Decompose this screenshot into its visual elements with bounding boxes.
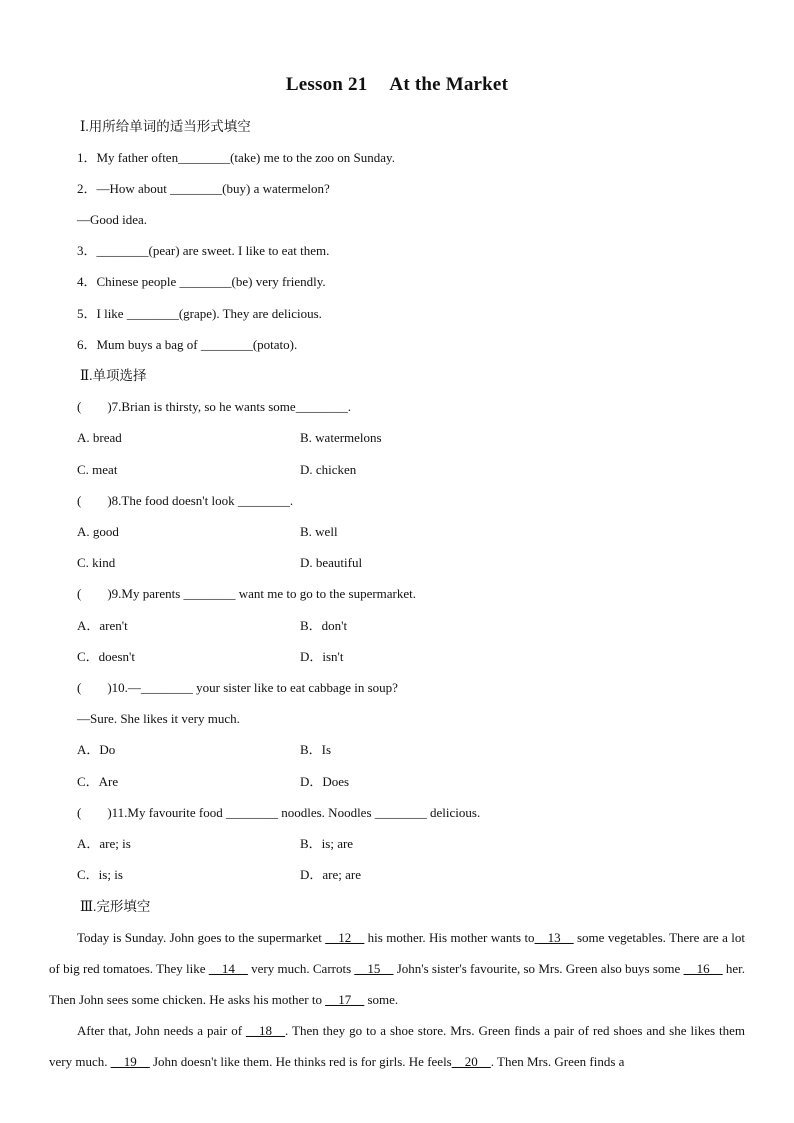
question-8-stem: ( )8.The food doesn't look ________. [77,493,294,508]
title-lesson: Lesson 21 [285,74,368,95]
cloze-text: . Then they go to a shoe store. Mrs. Green finds a pair of red shoes and she likes them very much. [49,1023,745,1069]
question-8-option-b: B. well [300,524,338,539]
cloze-text: very much. Carrots [247,961,355,976]
question-11-option-c: C．is; is [77,867,123,882]
question-10-option-b: B．Is [300,742,332,757]
fill-item-3: 3．________(pear) are sweet. I like to eat them. [77,243,330,258]
fill-item-2-answer: —Good idea. [77,212,148,227]
question-10-option-a: A．Do [77,742,116,757]
fill-item-6: 6．Mum buys a bag of ________(potato). [77,337,298,352]
cloze-text: John's sister's favourite, so Mrs. Green also buys some [393,961,684,976]
question-9-option-d: D．isn't [300,649,344,664]
question-10-stem: ( )10.—________ your sister like to eat cabbage in soup? [77,680,398,695]
question-9-option-b: B．don't [300,618,348,633]
question-8-option-d: D. beautiful [300,555,363,570]
cloze-blank-20: __20__ [451,1054,491,1069]
question-10-option-c: C．Are [77,774,119,789]
cloze-text: After that, John needs a pair of [77,1023,247,1038]
cloze-paragraph-2 [49,1015,745,1077]
cloze-blank-16: __16__ [683,961,723,976]
question-8-option-a: A. good [77,524,119,539]
section-3-heading: Ⅲ.完形填空 [80,899,151,914]
question-7-option-c: C. meat [77,462,118,477]
question-7-stem: ( )7.Brian is thirsty, so he wants some________. [77,399,351,414]
cloze-paragraph-1 [49,922,745,1015]
question-11-option-d: D．are; are [300,867,361,882]
cloze-blank-19: __19__ [110,1054,150,1069]
fill-item-4: 4．Chinese people ________(be) very friendly. [77,274,326,289]
cloze-blank-14: __14__ [208,961,248,976]
question-9-stem: ( )9.My parents ________ want me to go to the supermarket. [77,586,417,601]
cloze-blank-15: __15__ [354,961,394,976]
question-10-option-d: D．Does [300,774,350,789]
section-2-heading: Ⅱ.单项选择 [80,368,147,383]
question-7-option-a: A. bread [77,430,122,445]
question-7-option-b: B. watermelons [300,430,382,445]
cloze-blank-12: __12__ [325,930,365,945]
cloze-text: some. [364,992,399,1007]
page-title [0,74,794,96]
question-7-option-d: D. chicken [300,462,357,477]
cloze-blank-13: __13__ [534,930,574,945]
question-9-option-c: C．doesn't [77,649,135,664]
cloze-text: John doesn't like them. He thinks red is for girls. He feels [149,1054,452,1069]
question-10-dialogue: —Sure. She likes it very much. [77,711,240,726]
cloze-blank-17: __17__ [325,992,365,1007]
cloze-text: some vegetables. There are a lot of big red tomatoes. They like [49,930,745,976]
question-8-option-c: C. kind [77,555,116,570]
question-9-option-a: A．aren't [77,618,128,633]
cloze-blank-18: __18__ [246,1023,286,1038]
fill-item-1: 1．My father often________(take) me to the zoo on Sunday. [77,150,395,165]
fill-item-2: 2．—How about ________(buy) a watermelon? [77,181,330,196]
question-11-option-a: A．are; is [77,836,131,851]
fill-item-5: 5．I like ________(grape). They are delicious. [77,306,322,321]
question-11-stem: ( )11.My favourite food ________ noodles. Noodles ________ delicious. [77,805,481,820]
question-11-option-b: B．is; are [300,836,354,851]
title-topic: At the Market [389,74,509,95]
cloze-text: Today is Sunday. John goes to the supermarket [77,930,326,945]
cloze-text: . Then Mrs. Green finds a [490,1054,625,1069]
cloze-text: her. Then John sees some chicken. He asks his mother to [49,961,745,1007]
section-1-heading: Ⅰ.用所给单词的适当形式填空 [80,119,251,134]
cloze-text: his mother. His mother wants to [364,930,535,945]
